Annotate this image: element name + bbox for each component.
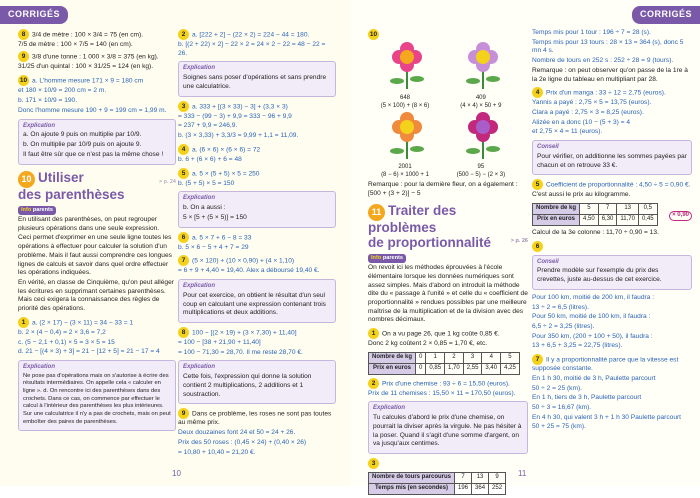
answer-line: b. 5 × 6 − 5 + 4 + 7 = 29	[178, 243, 249, 251]
table-row: Nombre de kg 5 7 13 0,5	[533, 204, 658, 215]
explication-title: Explication	[23, 363, 56, 370]
answer-line: 6,5 ÷ 2 = 3,25 (litres).	[532, 322, 595, 330]
flower-icon	[448, 113, 518, 159]
remarque-text: Remarque : pour la dernière fleur, on a également : [500 + (3 + 2)] − 5	[368, 181, 518, 197]
answer-line: 3 a. 333 + [(3 × 33) − 3] + (3,3 × 3)	[178, 101, 336, 112]
answer-line: 50 ÷ 2 = 25 (km).	[532, 384, 582, 392]
section-title-line1: Traiter des problèmes	[368, 203, 457, 236]
answer-line: 1 On a vu page 26, que 1 kg coûte 0,85 €.	[368, 328, 528, 339]
section-title-line1: Utiliser	[38, 169, 84, 185]
proportion-table-5-wrap	[532, 203, 692, 226]
exercise-badge: 6	[178, 232, 189, 243]
explication-line: b. On a aussi :	[183, 204, 226, 212]
flower-center-value: 409	[475, 94, 486, 101]
explication-box	[178, 191, 336, 227]
answer-line: En 1 h 30, moitié de 3 h, Paulette parcourt	[532, 374, 656, 382]
answer-line: b. 6 + (6 × 6) + 6 = 48	[178, 155, 242, 163]
answer-line: 10 a. L'homme mesure 171 × 9 = 180 cm	[19, 77, 144, 85]
fraction-line: 31/25 d'un quintal : 100 × 31/25 = 124 (en kg).	[18, 62, 154, 70]
answer-line: Calcul de la 3e colonne : 11,70 ÷ 0,90 = 13.	[532, 228, 659, 236]
answer-line: Prix de 11 chemises : 15,50 × 11 = 170,50 (euros).	[368, 389, 516, 397]
exercise-badge: 7	[532, 354, 543, 365]
exercise-badge: 4	[532, 87, 543, 98]
conseil-box	[532, 255, 692, 290]
explication-box	[18, 360, 176, 431]
answer-line: et 2,75 × 4 = 11 (euros).	[532, 128, 603, 136]
exercise-badge: 5	[532, 179, 543, 190]
answer-line: 4 Prix d'un manga : 33 ÷ 12 = 2,75 (euros).	[532, 87, 692, 98]
exercise-badge: 4	[178, 144, 189, 155]
section-heading	[368, 204, 528, 249]
answer-line: b. (5 + 5) × 5 = 150	[178, 179, 235, 187]
flower-formula: (4 × 4) × 50 + 9	[460, 102, 502, 109]
answer-line: Nombre de tours en 252 s : 252 ÷ 28 = 9 (tours).	[532, 57, 674, 65]
answer-line: d. 21 − [(4 × 3) + 3] = 21 − [12 + 5] = 21 − 17 = 4	[18, 348, 160, 356]
answer-line: 5 a. 5 × (5 + 5) × 5 = 250	[178, 168, 336, 179]
answer-line: Temps mis pour 1 tour : 196 ÷ 7 = 28 (s).	[532, 29, 651, 36]
explication-text: Tu calcules d'abord le prix d'une chemise, on pourrait la diviser après la virgule. Ne pas hésiter à la poser. Quand il s'agit d'une somme d'argent, on va jusqu'aux centimes.	[373, 414, 522, 448]
answer-line: Pour 100 km, moitié de 200 km, il faudra :	[532, 293, 655, 301]
flower-center-value: 2001	[398, 164, 412, 171]
answer-line: b. 171 × 10/9 = 190.	[18, 97, 78, 105]
explication-box	[178, 61, 336, 96]
flower-grid	[368, 41, 528, 180]
exercise-badge: 9	[18, 51, 29, 62]
explication-title: Explication	[183, 195, 216, 202]
exercise-badge: 10	[369, 31, 378, 38]
answer-line: Pour 50 km, moitié de 100 km, il faudra :	[532, 313, 651, 321]
answer-line: 50 + 25 = 75 (km).	[532, 423, 586, 431]
multiplier-label: × 0,90	[669, 211, 692, 221]
table-row: Temps mis (en secondes) 196 364 252	[369, 483, 506, 494]
conseil-title: Conseil	[537, 144, 559, 151]
explication-box	[178, 360, 336, 404]
right-page	[350, 0, 700, 491]
flower-item	[444, 111, 518, 181]
answer-line: 8 100 − [(2 × 19) + (3 × 7,30) + 11,40]	[178, 327, 336, 338]
explication-line: Il faut être sûr que ce n'est pas la même chose !	[23, 150, 164, 158]
flower-item	[368, 41, 442, 111]
answer-line: En 4 h 30, qui valent 3 h + 1 h 30 Paulette parcourt	[532, 413, 682, 421]
intro-paragraph: On revoit ici les méthodes éprouvées à l'école élémentaire lorsque les données numériques sont assez simples. Mais d'abord on introduit la méthode dite du « passage à l'unité » et celle du « coefficient de proportionnalité » rendues possibles par une meilleure maîtrise de la multiplication et de la division avec des nombres décimaux.	[368, 264, 528, 324]
explication-text: Pour cet exercice, on obtient le résultat d'un seul coup en calculant une expression contenant trois multiplications et deux additions.	[183, 291, 326, 317]
explication-line: a. On ajoute 9 puis on multiplie par 10/9.	[23, 131, 142, 139]
answer-line: Temps mis pour 13 tours : 28 × 13 = 364 (s), donc 5 mn 4 s.	[532, 38, 684, 55]
info-parents-badge: Info parents	[18, 206, 56, 215]
corriges-tab-left: CORRIGÉS	[0, 6, 68, 24]
explication-title: Explication	[183, 364, 216, 371]
exercise-badge: 6	[532, 241, 543, 252]
flower-icon	[372, 43, 442, 89]
conseil-title: Conseil	[537, 258, 559, 265]
explication-box	[18, 119, 176, 165]
table-row: Nombre de kg 0 1 2 3 4 5	[369, 352, 520, 363]
answer-line: b. [(2 + 22) × 2] − 22 × 2 = 24 × 2 − 22 = 48 − 22 = 26.	[178, 41, 326, 57]
conseil-box	[532, 140, 692, 175]
exercise-badge: 5	[178, 168, 189, 179]
answer-line: 5 Coefficient de proportionnalité : 4,50 ÷ 5 = 0,90 €.	[532, 179, 692, 190]
page-reference: > p. 24	[159, 178, 176, 185]
table-row: Prix en euros 4,50 6,30 11,70 0,45	[533, 214, 658, 225]
answer-line: b. (3 × 3,33) + 3,3/3 = 9,99 + 1,1 = 11,09.	[178, 132, 299, 140]
section-number: 10	[18, 171, 35, 188]
answer-line: Donc 2 kg coûtent 2 × 0,85 = 1,70 €, etc.	[368, 340, 488, 348]
answer-line: = 10,80 + 10,40 = 21,20 €.	[178, 448, 256, 456]
explication-line: 5 × [5 + (5 × 5)] = 150	[183, 213, 247, 221]
conseil-text: Prendre modèle sur l'exemple du prix des crevettes, juste au-dessus de cet exercice.	[537, 267, 662, 284]
fraction-line: 7/5 de mètre : 100 × 7/5 = 140 (en cm).	[18, 41, 133, 48]
section-number: 11	[368, 204, 385, 221]
fraction-line: 9 3/8 d'une tonne : 1 000 × 3/8 = 375 (en kg).	[18, 51, 176, 62]
answer-line: = 333 − (99 − 3) + 9,9 = 333 − 96 + 9,9	[178, 112, 292, 120]
exercise-badge: 7	[178, 255, 189, 266]
answer-line: 13 ÷ 2 = 6,5 (litres).	[532, 303, 589, 311]
explication-title: Explication	[183, 282, 216, 289]
flower-center-value: 648	[399, 94, 410, 101]
flower-icon	[448, 43, 518, 89]
answer-line: = 6 + 9 + 4,40 = 19,40. Alex a déboursé 19,40 €.	[178, 267, 320, 275]
exercise-badge: 1	[18, 317, 29, 328]
page-number: 11	[518, 469, 527, 479]
answer-line: 2 Prix d'une chemise : 93 ÷ 6 = 15,50 (euros).	[368, 378, 528, 389]
answer-line: 6 a. 5 × 7 + 6 − 8 = 33	[178, 232, 336, 243]
answer-line: et 180 × 10/9 = 200 cm = 2 m.	[18, 87, 107, 95]
intro-paragraph: Ceci permet d'exprimer en une seule ligne toutes les opérations à effectuer pour calculer la solution d'un problème. Mais il faut aussi comprendre ces longues lignes de calculs et savoir dans quel ordre effectuer les opérations indiquées.	[18, 234, 172, 277]
conseil-text: Pour vérifier, on additionne les sommes payées par chacun et on retrouve 33 €.	[537, 152, 687, 169]
left-page	[0, 0, 350, 486]
answer-line: 50 ÷ 3 = 16,67 (km).	[532, 403, 592, 411]
flower-formula: (500 − 5) − (2 × 3)	[456, 172, 506, 179]
answer-line: C'est aussi le prix au kilogramme.	[532, 191, 631, 199]
table-row: Prix en euros 0 0,85 1,70 2,55 3,40 4,25	[369, 363, 520, 374]
answer-line: Alizée en a donc (10 − (5 + 3) = 4	[532, 118, 631, 126]
section-title-line2: de proportionnalité	[368, 234, 491, 250]
section-title-line2: des parenthèses	[18, 186, 125, 202]
answer-line: = 237 + 9,9 = 246,9.	[178, 122, 238, 130]
flower-item	[444, 41, 518, 111]
answer-line: 4 a. (6 × 6) × (6 × 6) = 72	[178, 144, 336, 155]
proportion-table-3	[368, 472, 506, 495]
explication-title: Explication	[23, 122, 56, 129]
page-reference: > p. 26	[510, 237, 528, 244]
exercise-badge: 3	[178, 101, 189, 112]
answer-line: Prix des 50 roses : (0,45 × 24) + (0,40 × 26)	[178, 438, 307, 446]
exercise-badge: 3	[368, 458, 379, 469]
intro-paragraph: En vérité, en classe de Cinquième, qu'on peut alléger les écritures en supprimant certaines parenthèses. Mais ceci exigera la connaissance des règles de priorité des opérations.	[18, 279, 174, 313]
page-number: 10	[172, 469, 181, 479]
exercise-badge: 9	[178, 408, 189, 419]
answer-line: En 1 h, tiers de 3 h, Paulette parcourt	[532, 394, 642, 402]
right-column-1	[368, 28, 528, 498]
answer-line: 13 + 6,5 + 3,25 = 22,75 (litres).	[532, 342, 623, 350]
answer-line: 1 a. (2 × 17) − (3 × 11) = 34 − 33 = 1	[18, 317, 176, 328]
proportion-table-1	[368, 352, 520, 375]
answer-line: Donc l'homme mesure 190 + 9 = 199 cm = 1,99 m.	[18, 106, 167, 114]
corriges-tab-right: CORRIGÉS	[632, 6, 700, 24]
answer-line: = 100 − [38 + 21,90 + 11,40]	[178, 338, 261, 346]
right-column-2	[532, 28, 692, 433]
flower-center-value: 95	[477, 164, 485, 171]
answer-line: = 100 − 71,30 = 28,70. Il me reste 28,70 €.	[178, 348, 303, 356]
explication-title: Explication	[373, 405, 406, 412]
answer-line: 7 Il y a proportionnalité parce que la vitesse est supposée constante.	[532, 356, 679, 373]
remarque-text: Remarque : on peut observer qu'on passe de la 1re à la 2e ligne du tableau en multipliant par 28.	[532, 66, 688, 83]
flower-formula: (8 − 6) × 1000 + 1	[381, 172, 429, 179]
left-column-1	[18, 28, 176, 435]
exercise-badge: 10	[19, 77, 28, 85]
fraction-line: 8 3/4 de mètre : 100 × 3/4 = 75 (en cm).	[18, 29, 176, 40]
exercise-badge: 8	[18, 29, 29, 40]
section-heading	[18, 171, 176, 202]
answer-line: 7 (5 × 120) + (10 × 0,90) + (4 × 1,10)	[178, 255, 336, 266]
answer-line: b. 2 × (4 − 0,4) = 2 × 3,6 = 7,2	[18, 328, 106, 336]
answer-line: Clara a payé : 2,75 × 3 = 8,25 (euros).	[532, 108, 644, 116]
exercise-badge: 2	[178, 29, 189, 40]
intro-paragraph: En utilisant des parenthèses, on peut regrouper plusieurs opérations dans une seule expression.	[18, 216, 160, 232]
explication-box	[368, 401, 528, 454]
answer-line: 9 Dans ce problème, les roses ne sont pas toutes au même prix.	[178, 410, 332, 427]
explication-title: Explication	[183, 65, 216, 72]
exercise-badge: 2	[368, 378, 379, 389]
explication-text: Cette fois, l'expression qui donne la solution contient 2 multiplications, 2 additions et 1 soustraction.	[183, 373, 312, 398]
answer-line: Yannis a payé : 2,75 × 5 = 13,75 (euros).	[532, 99, 652, 107]
answer-line: 2 a. [222 + 2] − (22 × 2) = 224 − 44 = 180.	[178, 29, 336, 40]
exercise-badge: 8	[178, 327, 189, 338]
explication-text: Ne pose pas d'opérations mais on s'autorise à écrire des résultats intermédiaires. On appelle cela « calculer en ligne ». d. On rencontre ici des parenthèses dans des crochets. Dans ce cas, on commence par effectuer le calcul à l'intérieur des parenthèses les plus intérieures. Sur une calculatrice il n'y a pas de crochets, mais on peut emboîter des paires de parenthèses.	[23, 372, 171, 425]
explication-box	[178, 279, 336, 323]
flower-formula: (5 × 100) + (8 × 6)	[380, 102, 430, 109]
answer-line: Deux douzaines font 24 et 50 = 24 + 26.	[178, 429, 296, 437]
proportion-table-5	[532, 203, 658, 226]
info-parents-badge: Info parents	[368, 254, 406, 263]
answer-line: Pour 350 km, (200 + 100 + 50), il faudra :	[532, 332, 653, 340]
explication-text: Soignes sans poser d'opérations et sans prendre une calculatrice.	[183, 74, 327, 91]
explication-line: b. On multiplie par 10/9 puis on ajoute 9.	[23, 141, 142, 149]
answer-line: c. (5 − 2,1 + 0,1) × 5 = 3 × 5 = 15	[18, 338, 115, 346]
flower-item	[368, 111, 442, 181]
exercise-badge: 1	[368, 328, 379, 339]
table-row: Nombre de tours parcourus 7 13 9	[369, 473, 506, 484]
left-column-2	[178, 28, 336, 458]
flower-icon	[372, 113, 442, 159]
